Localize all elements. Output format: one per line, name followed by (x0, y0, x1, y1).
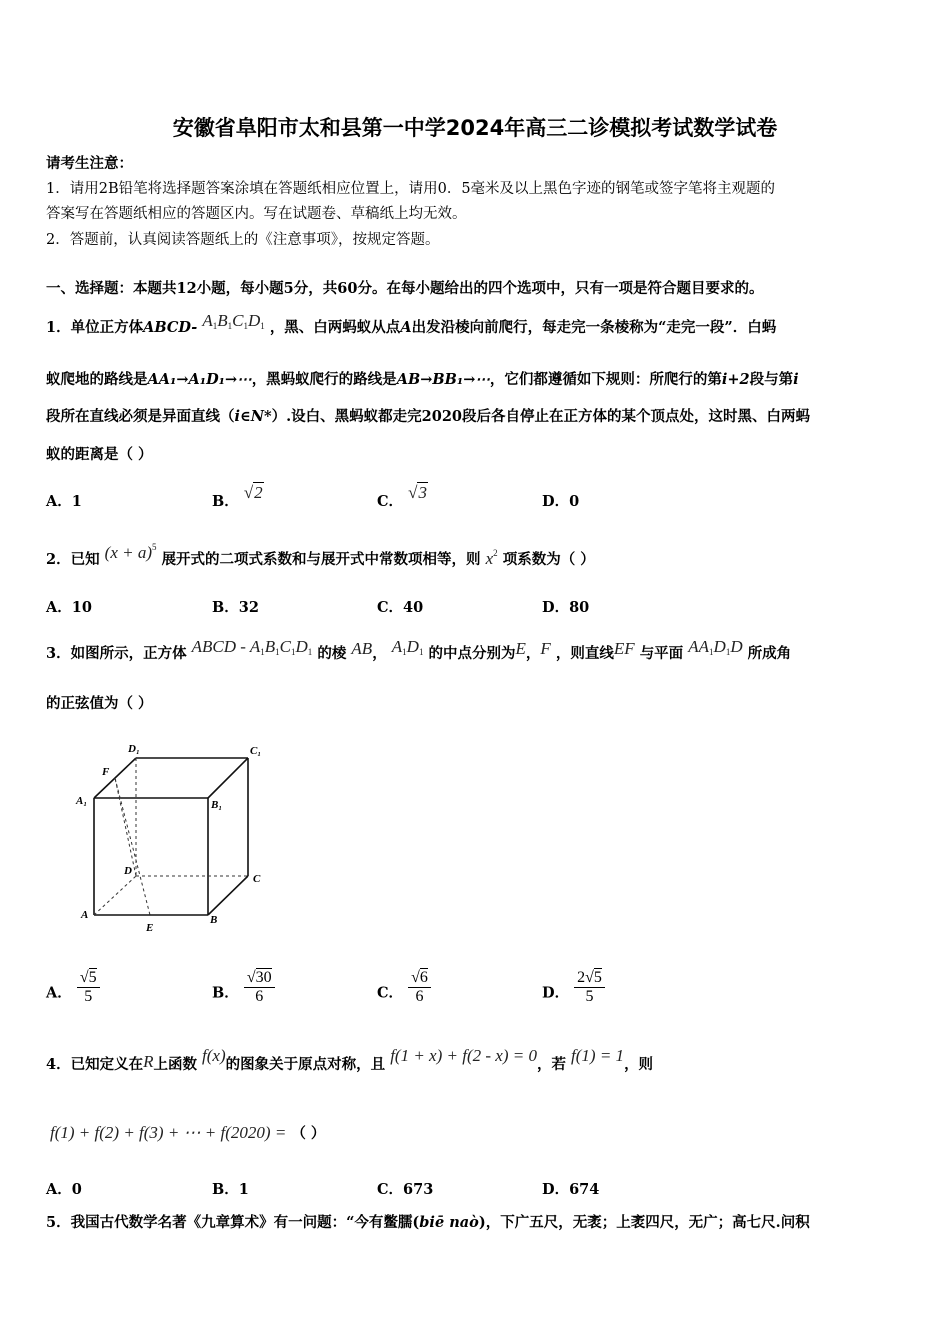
q3-stem: 3．如图所示，正方体 ABCD - $A_1B_1C_1D_1$ 的棱 AB， $A_1D_1$ 的中点分别为E，F ，则直线EF 与平面 $AA_1D_1D$ 所成角 (46, 637, 792, 662)
label-E: E (146, 922, 154, 934)
section-1-heading: 一、选择题：本题共12小题，每小题5分，共60分。在每小题给出的四个选项中，只有一项是符合题目要求的。 (46, 280, 764, 297)
q4-option-c[interactable]: C．673 (377, 1181, 434, 1198)
q4-option-b[interactable]: B．1 (212, 1181, 249, 1198)
label-D: D (124, 865, 132, 877)
q1-line-1: 1．单位正方体ABCD- $A_1B_1C_1D_1$ ，黑、白两蚂蚁从点A出发沿棱向前爬行，每走完一条棱称为“走完一段”．白蚂 (46, 311, 777, 336)
notice-heading: 请考生注意： (46, 155, 133, 172)
cube-figure (70, 738, 290, 938)
label-B1: B₁ (211, 799, 223, 811)
label-A: A (81, 909, 89, 921)
label-D1: D₁ (128, 743, 140, 755)
q4-sum-expression: f(1) + f(2) + f(3) + ⋯ + f(2020) = （ ） (50, 1123, 326, 1142)
q4-stem: 4．已知定义在R上函数 f(x)的图象关于原点对称，且 f(1 + x) + f(2 - x) = 0，若 f(1) = 1，则 (46, 1046, 654, 1073)
page-title: 安徽省阜阳市太和县第一中学2024年高三二诊模拟考试数学试卷 (172, 116, 778, 140)
q3-option-a[interactable]: A． $\frac{√5}{5}$ (46, 975, 100, 1012)
q3-option-d[interactable]: D． $\frac{2√5}{5}$ (542, 975, 605, 1012)
q2-option-b[interactable]: B．32 (212, 599, 259, 616)
q2-option-d[interactable]: D．80 (542, 599, 590, 616)
q3-option-c[interactable]: C． $\frac{√6}{6}$ (377, 975, 431, 1012)
label-C: C (253, 873, 261, 885)
q2-option-c[interactable]: C．40 (377, 599, 424, 616)
q1-line-4: 蚁的距离是（ ） (46, 446, 153, 463)
notice-2: 2．答题前，认真阅读答题纸上的《注意事项》，按规定答题。 (46, 232, 440, 248)
q3-option-b[interactable]: B． $\frac{√30}{6}$ (212, 975, 275, 1012)
q4-option-d[interactable]: D．674 (542, 1181, 600, 1198)
notice-1a: 1．请用2B铅笔将选择题答案涂填在答题纸相应位置上，请用0．5毫米及以上黑色字迹的钢笔或签字笔将主观题的 (46, 181, 776, 197)
q2-stem: 2．已知 $(x + a)^5$ 展开式的二项式系数和与展开式中常数项相等，则 $x^2$ 项系数为（ ） (46, 542, 595, 568)
notice-1b: 答案写在答题纸相应的答题区内。写在试题卷、草稿纸上均无效。 (46, 206, 467, 222)
q3-stem-2: 的正弦值为（ ） (46, 695, 153, 712)
label-A1: A₁ (76, 795, 88, 807)
q1-option-b[interactable]: B． √2 (212, 483, 263, 510)
label-F: F (102, 766, 110, 778)
q2-option-a[interactable]: A．10 (46, 599, 92, 616)
q5-stem: 5．我国古代数学名著《九章算术》有一问题：“今有鳖臑(biē naò)，下广五尺，无袤；上袤四尺，无广；高七尺.问积 (46, 1214, 810, 1231)
q1-line-2: 蚁爬地的路线是AA₁→A₁D₁→⋯，黑蚂蚁爬行的路线是AB→BB₁→⋯，它们都遵循如下规则：所爬行的第i+2段与第i (46, 371, 799, 388)
label-C1: C₁ (250, 745, 262, 757)
q4-option-a[interactable]: A．0 (46, 1181, 82, 1198)
q1-line-3: 段所在直线必须是异面直线（i∈N*）.设白、黑蚂蚁都走完2020段后各自停止在正方体的某个顶点处，这时黑、白两蚂 (46, 408, 810, 425)
label-B: B (210, 914, 218, 926)
q1-option-a[interactable]: A．1 (46, 493, 82, 510)
q1-option-c[interactable]: C． √3 (377, 483, 427, 510)
q1-option-d[interactable]: D．0 (542, 493, 580, 510)
